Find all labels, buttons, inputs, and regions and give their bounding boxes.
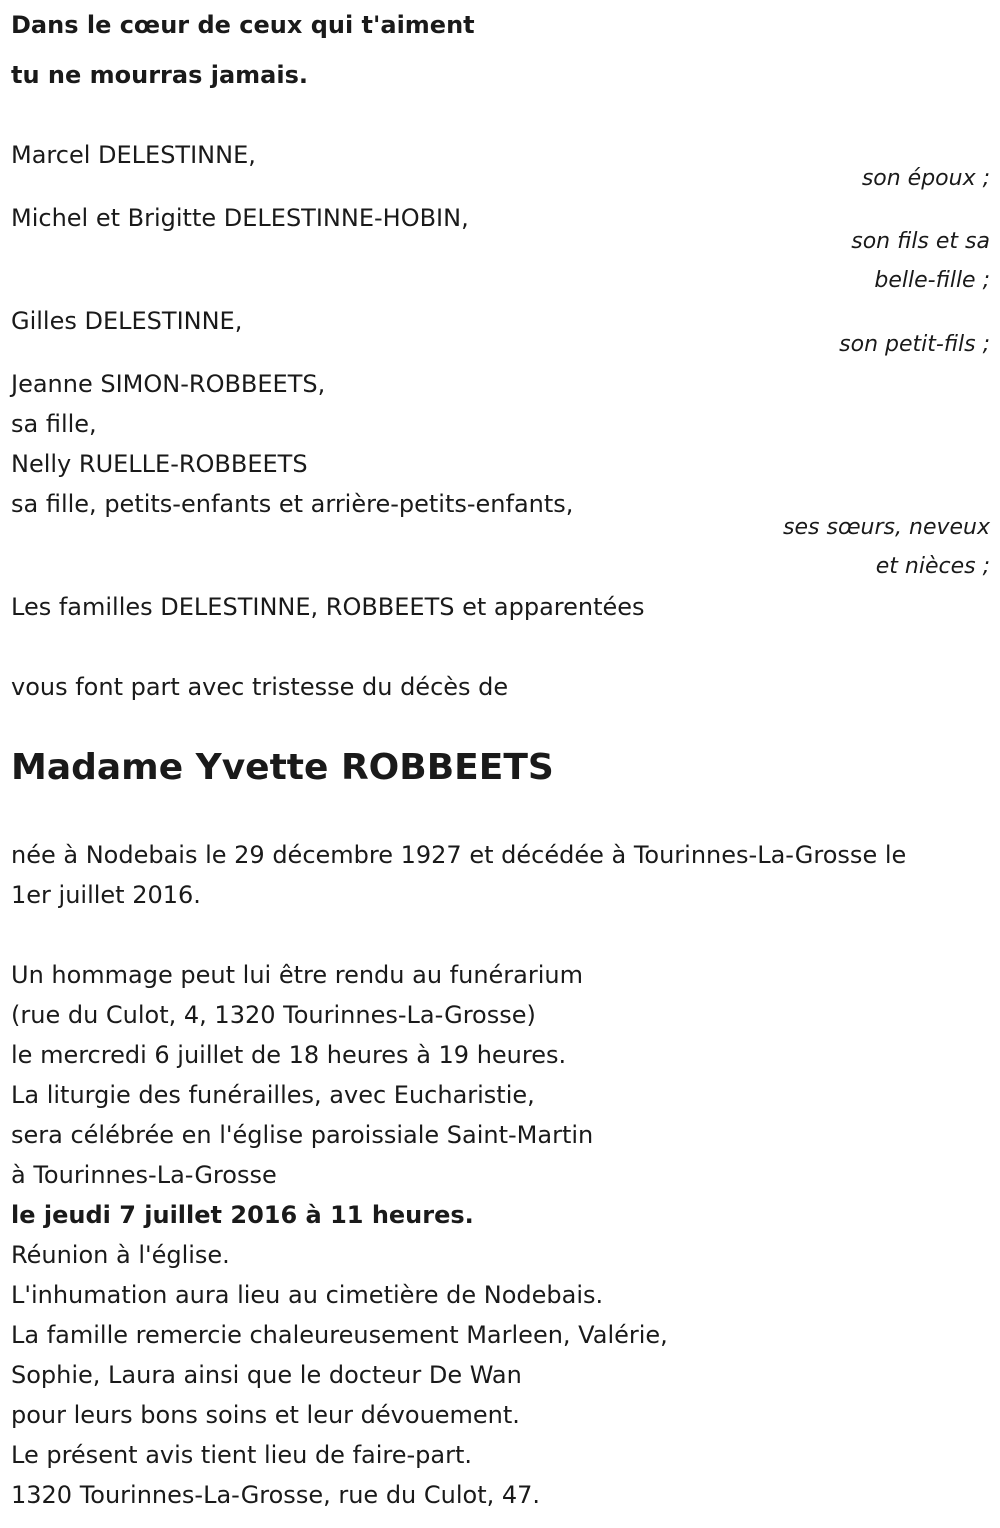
details-line-11: Sophie, Laura ainsi que le docteur De Wan <box>11 1361 522 1389</box>
details-line-2: (rue du Culot, 4, 1320 Tourinnes-La-Grosse) <box>11 1001 536 1029</box>
details-line-10: La famille remercie chaleureusement Marleen, Valérie, <box>11 1321 668 1349</box>
family-families-line: Les familles DELESTINNE, ROBBEETS et apparentées <box>11 593 645 621</box>
announcement-line: vous font part avec tristesse du décès de <box>11 673 509 701</box>
family-sisters-relation-1: ses sœurs, neveux <box>783 515 990 540</box>
details-line-8: Réunion à l'église. <box>11 1241 230 1269</box>
family-sisters-line-3: Nelly RUELLE-ROBBEETS <box>11 450 308 478</box>
family-sisters-line-4: sa fille, petits-enfants et arrière-petits-enfants, <box>11 490 574 518</box>
details-line-7: le jeudi 7 juillet 2016 à 11 heures. <box>11 1201 474 1229</box>
details-line-4: La liturgie des funérailles, avec Eucharistie, <box>11 1081 535 1109</box>
family-marcel-relation: son époux ; <box>861 166 990 191</box>
details-line-5: sera célébrée en l'église paroissiale Saint-Martin <box>11 1121 594 1149</box>
details-line-14: 1320 Tourinnes-La-Grosse, rue du Culot, 47. <box>11 1481 541 1509</box>
family-sisters-relation-2: et nièces ; <box>875 554 990 579</box>
epigraph-line-2: tu ne mourras jamais. <box>11 61 308 89</box>
birth-death-line-1: née à Nodebais le 29 décembre 1927 et décédée à Tourinnes-La-Grosse le <box>11 841 907 869</box>
epigraph-line-1: Dans le cœur de ceux qui t'aiment <box>11 11 475 39</box>
details-line-13: Le présent avis tient lieu de faire-part. <box>11 1441 473 1469</box>
details-line-9: L'inhumation aura lieu au cimetière de Nodebais. <box>11 1281 604 1309</box>
family-michel-name: Michel et Brigitte DELESTINNE-HOBIN, <box>11 204 469 232</box>
family-michel-relation-1: son fils et sa <box>851 229 990 254</box>
details-line-1: Un hommage peut lui être rendu au funérarium <box>11 961 584 989</box>
family-gilles-name: Gilles DELESTINNE, <box>11 307 243 335</box>
details-line-12: pour leurs bons soins et leur dévouement. <box>11 1401 520 1429</box>
deceased-name: Madame Yvette ROBBEETS <box>11 747 554 788</box>
family-gilles-relation: son petit-fils ; <box>839 332 990 357</box>
family-marcel-name: Marcel DELESTINNE, <box>11 141 256 169</box>
family-michel-relation-2: belle-fille ; <box>874 268 990 293</box>
details-line-3: le mercredi 6 juillet de 18 heures à 19 heures. <box>11 1041 567 1069</box>
family-sisters-line-2: sa fille, <box>11 410 97 438</box>
birth-death-line-2: 1er juillet 2016. <box>11 881 201 909</box>
family-sisters-line-1: Jeanne SIMON-ROBBEETS, <box>11 370 326 398</box>
details-line-6: à Tourinnes-La-Grosse <box>11 1161 277 1189</box>
